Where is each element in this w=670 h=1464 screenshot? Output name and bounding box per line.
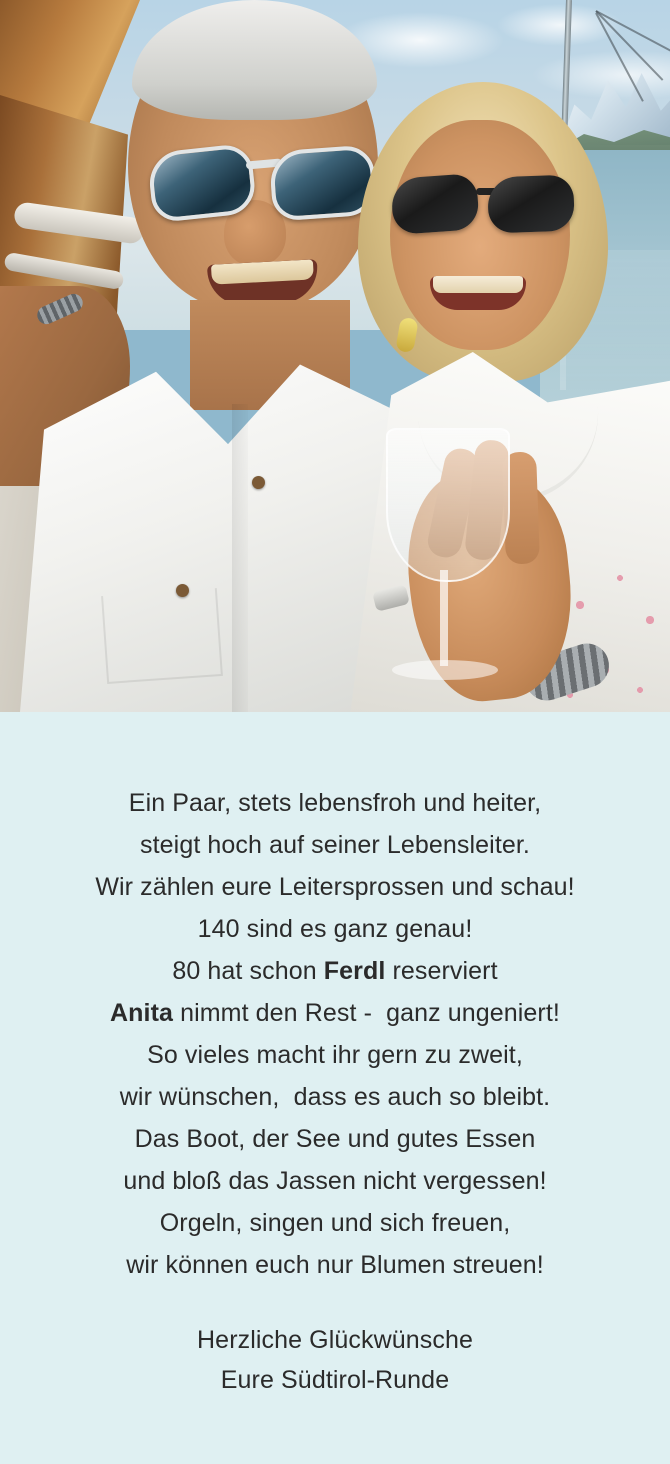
poem-line: wir wünschen, dass es auch so bleibt. <box>119 1083 551 1111</box>
wine-glass-stem <box>440 570 448 666</box>
poem-line: wir können euch nur Blumen streuen! <box>126 1251 544 1279</box>
shirt-placket <box>232 404 248 712</box>
poem-line: Das Boot, der See und gutes Essen <box>134 1125 536 1153</box>
poem-text: reserviert <box>385 957 498 985</box>
wine-glass-bowl <box>386 428 510 582</box>
rigging-lines <box>596 0 670 230</box>
closing-block <box>28 1320 642 1400</box>
shirt-pocket <box>101 588 223 684</box>
honoree-name-ferdl: Ferdl <box>323 957 386 985</box>
closing-line: Herzliche Glückwünsche <box>197 1326 473 1354</box>
message-panel <box>0 712 670 1464</box>
shirt-button <box>252 476 265 489</box>
honoree-name-anita: Anita <box>110 999 174 1027</box>
poem-line: Wir zählen eure Leitersprossen und schau! <box>95 873 575 901</box>
poem-text: nimmt den Rest - ganz ungeniert! <box>173 999 560 1027</box>
poem-line: 140 sind es ganz genau! <box>197 915 473 943</box>
poem-line: steigt hoch auf seiner Lebensleiter. <box>140 831 530 859</box>
poem-text: 80 hat schon <box>172 957 324 985</box>
woman-sunglasses-icon <box>392 172 574 244</box>
poem-line-with-name <box>28 992 642 1034</box>
poem-line: und bloß das Jassen nicht vergessen! <box>123 1167 547 1195</box>
poem-line: Orgeln, singen und sich freuen, <box>159 1209 511 1237</box>
poem-block <box>28 782 642 1286</box>
poem-line-with-name <box>28 950 642 992</box>
poem-line: So vieles macht ihr gern zu zweit, <box>147 1041 523 1069</box>
closing-signature: Eure Südtirol-Runde <box>220 1366 450 1394</box>
poem-line: Ein Paar, stets lebensfroh und heiter, <box>128 789 542 817</box>
man-sunglasses-icon <box>150 140 375 225</box>
photo-couple-on-boat <box>0 0 670 712</box>
woman-smile <box>430 276 526 310</box>
wine-glass-base <box>392 660 498 680</box>
